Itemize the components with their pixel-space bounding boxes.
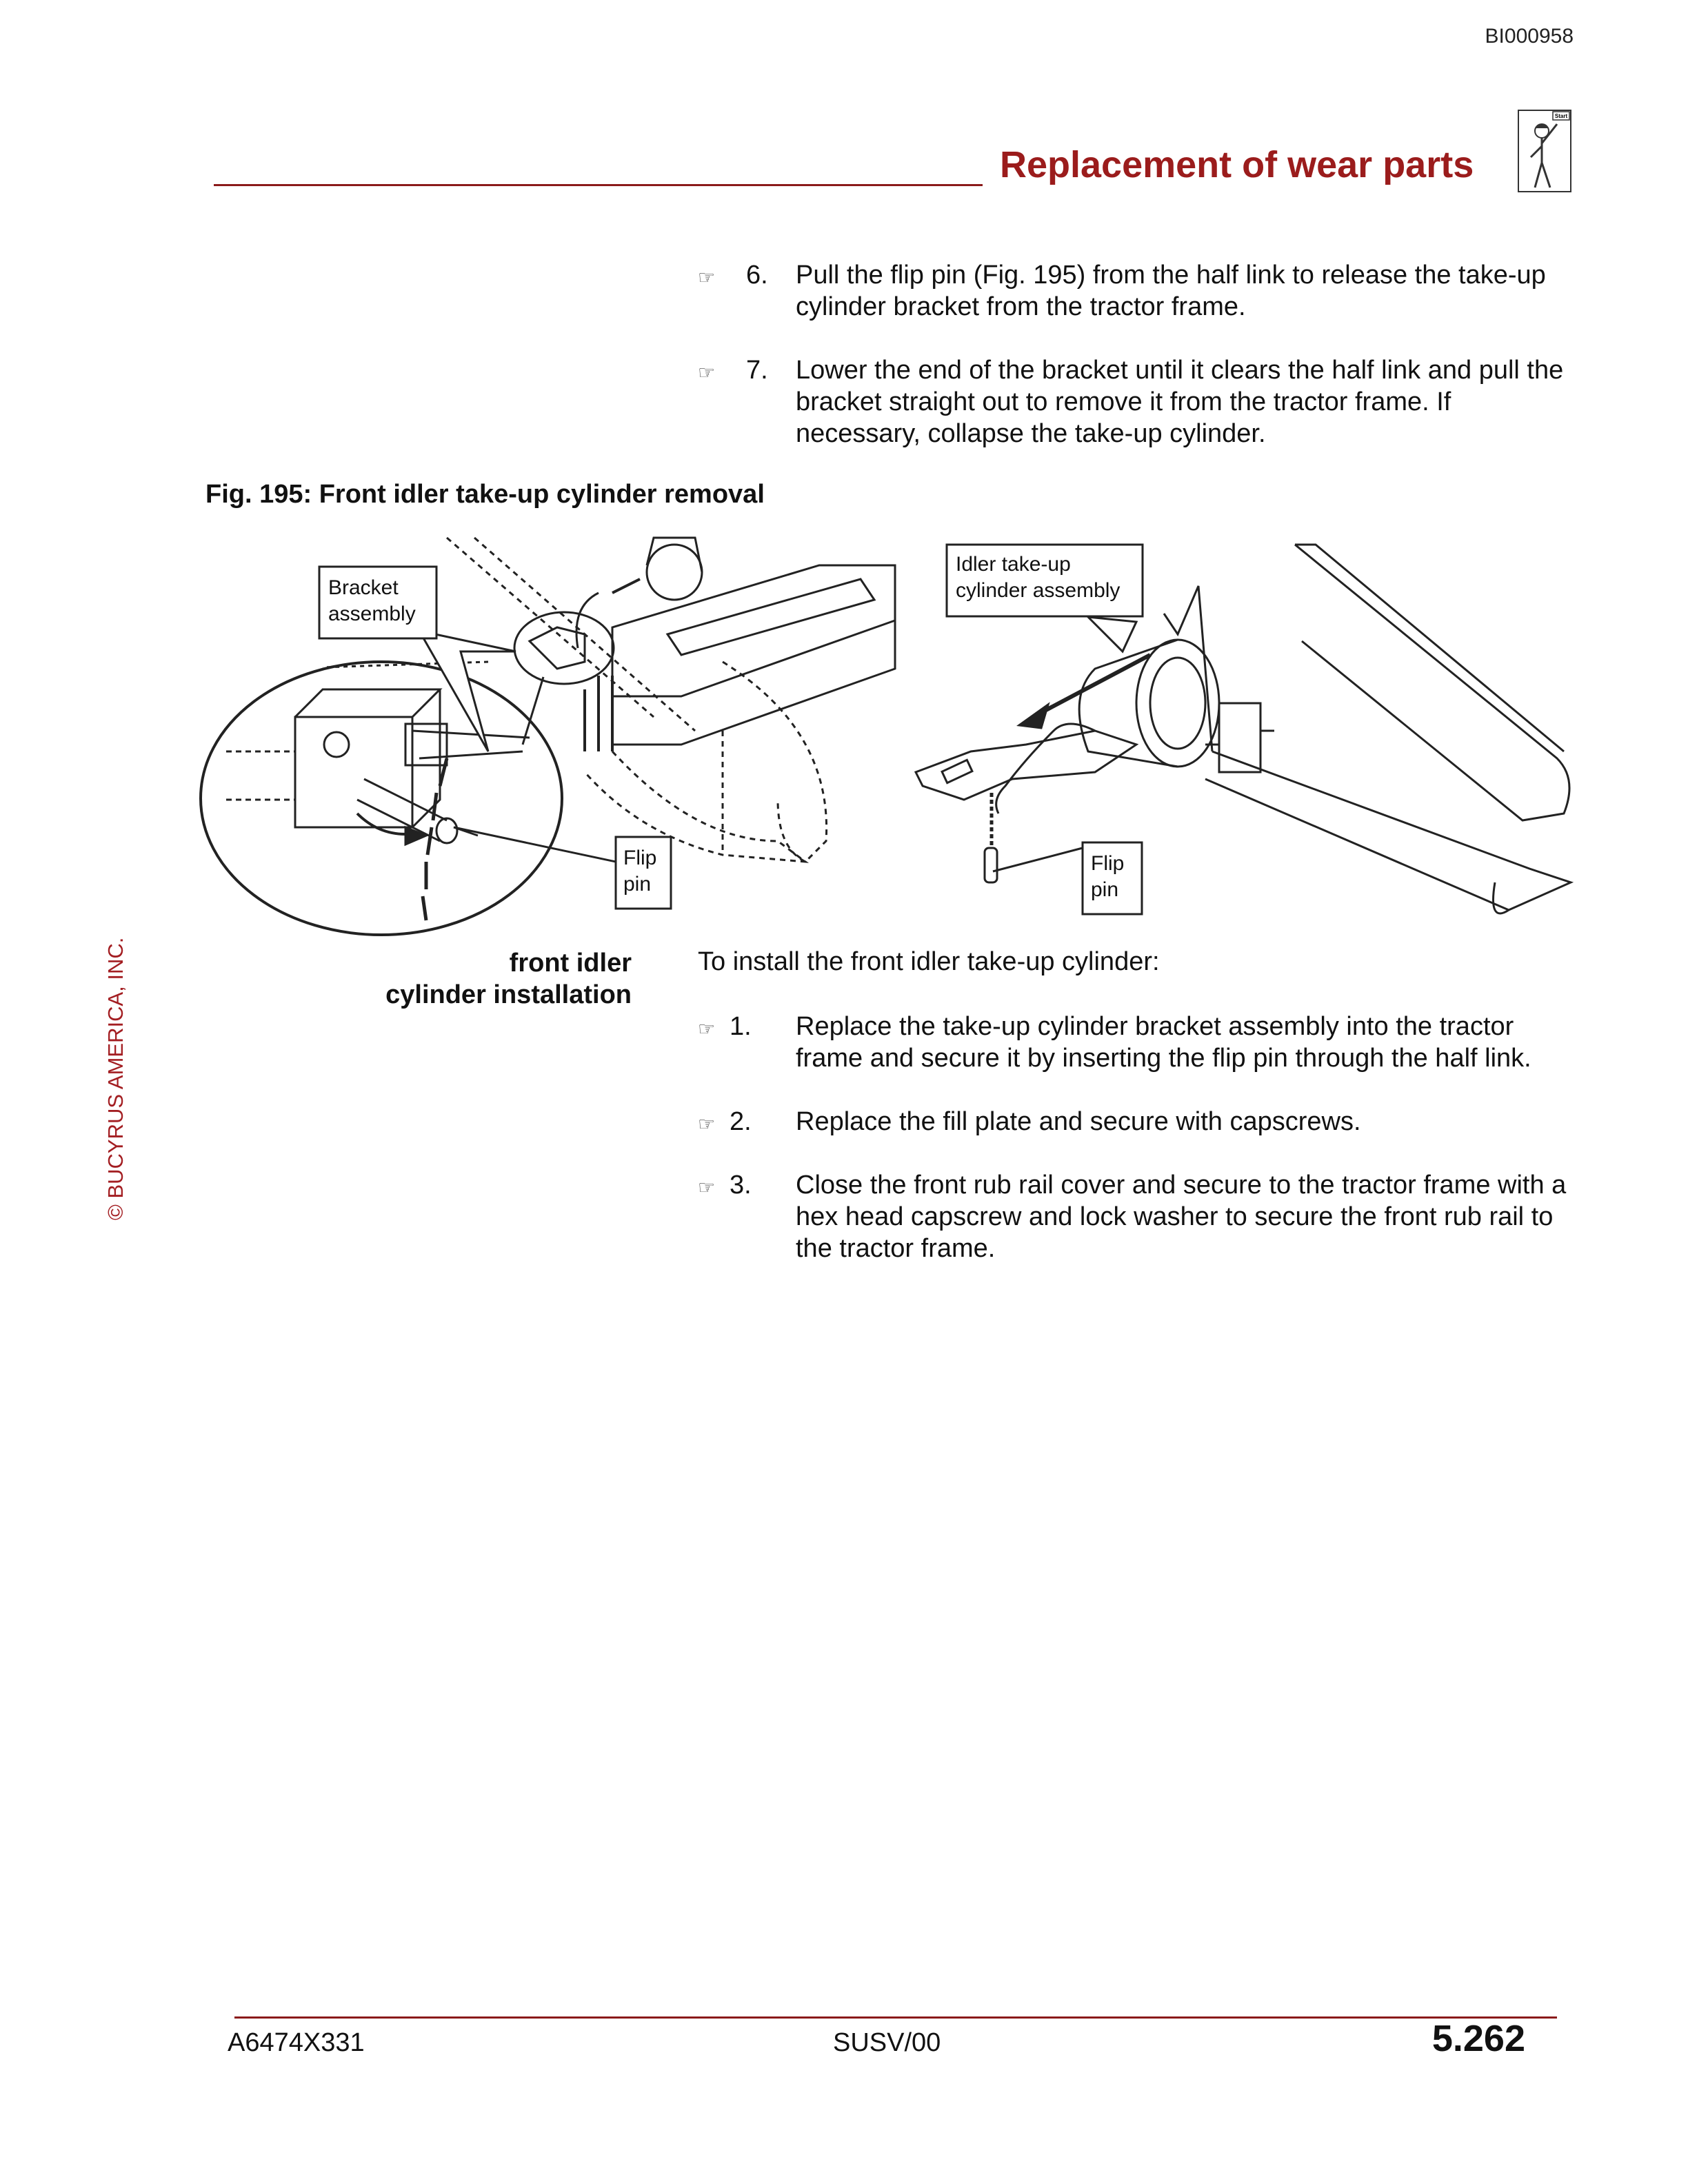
pointing-hand-icon: ☞: [698, 1018, 716, 1040]
label-bracket-line1: Bracket: [328, 576, 399, 599]
label-flip-pin-right-line1: Flip: [1091, 852, 1125, 875]
footer-doc-number: A6474X331: [228, 2028, 365, 2057]
footer-revision: SUSV/00: [833, 2028, 941, 2057]
step-number: 3.: [730, 1171, 752, 1200]
install-intro: To install the front idler take-up cylinder:: [698, 947, 1160, 976]
step-number: 2.: [730, 1107, 752, 1136]
pointing-hand-icon: ☞: [698, 267, 716, 288]
pointing-hand-icon: ☞: [698, 1177, 716, 1198]
label-idler-line2: cylinder assembly: [956, 579, 1121, 602]
step-number: 1.: [730, 1012, 752, 1041]
footer-rule: [234, 2016, 1557, 2019]
title-rule: [214, 184, 983, 186]
figure-illustration: [199, 524, 1578, 938]
margin-heading-line2: cylinder installation: [385, 980, 632, 1009]
label-flip-pin-left-line1: Flip: [623, 847, 657, 869]
step-text: Pull the flip pin (Fig. 195) from the half link to release the take-up cylinder bracket from the tractor frame.: [796, 261, 1546, 321]
icon-badge: Start: [1554, 113, 1568, 119]
pointing-hand-icon: ☞: [698, 1113, 716, 1135]
label-flip-pin-right-line2: pin: [1091, 878, 1119, 901]
step-text: Close the front rub rail cover and secure to the tractor frame with a hex head capscrew and lock washer to secure the front rub rail to the tractor frame.: [796, 1171, 1567, 1263]
step-number: 7.: [746, 356, 768, 385]
step-number: 6.: [746, 261, 768, 290]
margin-heading-line1: front idler: [509, 949, 632, 978]
section-title: Replacement of wear parts: [1000, 144, 1474, 185]
figure-caption: Fig. 195: Front idler take-up cylinder removal: [205, 480, 765, 509]
worker-start-icon: [1514, 108, 1575, 197]
label-idler-line1: Idler take-up: [956, 553, 1071, 576]
copyright-notice: © BUCYRUS AMERICA, INC.: [103, 937, 128, 1220]
label-bracket-line2: assembly: [328, 603, 416, 625]
margin-heading: [385, 947, 632, 1011]
page-number: 5.262: [1431, 2018, 1525, 2059]
step-text: Replace the fill plate and secure with capscrews.: [796, 1107, 1361, 1136]
document-id: BI000958: [1485, 25, 1574, 48]
pointing-hand-icon: ☞: [698, 362, 716, 383]
label-flip-pin-left-line2: pin: [623, 873, 652, 896]
step-text: Lower the end of the bracket until it clears the half link and pull the bracket straight out to remove it from the tractor frame. If necessary, collapse the take-up cylinder.: [796, 356, 1564, 448]
step-text: Replace the take-up cylinder bracket assembly into the tractor frame and secure it by inserting the flip pin through the half link.: [796, 1012, 1531, 1073]
